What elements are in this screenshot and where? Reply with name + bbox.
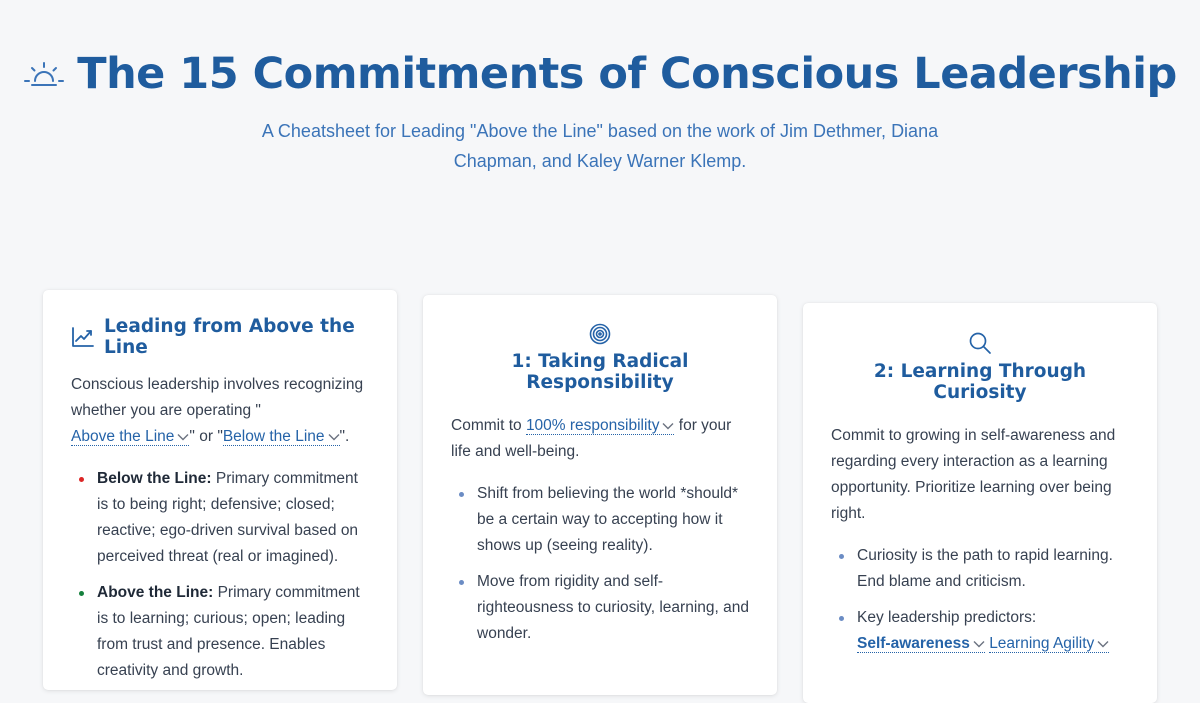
intro-text: ".	[339, 428, 350, 445]
card-title: 1: Taking Radical Responsibility	[511, 351, 689, 393]
trend-chart-icon	[71, 326, 95, 348]
item-text: Shift from believing the world *should* be a certain way to accepting how it shows up (seeing reality).	[477, 485, 739, 554]
search-icon	[968, 331, 992, 355]
chevron-down-icon	[973, 640, 985, 648]
card-above-the-line	[43, 290, 397, 690]
chevron-down-icon	[328, 433, 340, 441]
page-title: The 15 Commitments of Conscious Leadership	[77, 49, 1177, 99]
chevron-down-icon	[177, 433, 189, 441]
card-intro: Commit to growing in self-awareness and regarding every interaction as a learning opportunity. Prioritize learning over being right.	[831, 427, 1116, 522]
item-text: Primary commitment is to learning; curious; open; leading from trust and presence. Enables creativity and growth.	[97, 584, 360, 679]
item-text: Move from rigidity and self-righteousness to curiosity, learning, and wonder.	[477, 573, 749, 642]
list-item	[831, 605, 1129, 657]
item-text: Curiosity is the path to rapid learning. End blame and criticism.	[857, 547, 1113, 590]
card-header	[71, 316, 369, 358]
intro-text: Commit to	[451, 417, 526, 434]
responsibility-list	[451, 481, 749, 647]
above-bullet	[79, 591, 84, 596]
list-item	[71, 580, 369, 684]
below-bullet	[79, 477, 84, 482]
below-the-line-link[interactable]	[223, 428, 340, 446]
intro-text: for your life and well-being.	[451, 417, 732, 460]
chevron-down-icon	[662, 422, 674, 430]
chevron-down-icon	[1097, 640, 1109, 648]
bullet	[839, 554, 844, 559]
responsibility-link[interactable]	[526, 417, 675, 435]
card-title: 2: Learning Through Curiosity	[873, 361, 1087, 403]
page-subtitle: A Cheatsheet for Leading "Above the Line" based on the work of Jim Dethmer, Diana Chapman, and Kaley Warner Klemp.	[261, 121, 939, 171]
bullet	[459, 492, 464, 497]
card-intro	[451, 413, 749, 465]
link-label: 100% responsibility	[525, 417, 660, 434]
card-intro	[71, 372, 369, 450]
line-definitions-list	[71, 466, 369, 684]
link-label: Self-awareness	[857, 635, 970, 652]
card-header	[451, 323, 749, 393]
card-title: Leading from Above the Line	[104, 316, 355, 358]
list-item	[71, 466, 369, 570]
card-radical-responsibility	[423, 295, 777, 695]
list-item	[451, 481, 749, 559]
item-label: Above the Line:	[97, 584, 214, 601]
card-learning-curiosity	[803, 303, 1157, 703]
self-awareness-link[interactable]	[857, 635, 985, 653]
page-header	[0, 46, 1200, 176]
target-icon	[589, 323, 611, 345]
sunrise-icon	[23, 59, 65, 89]
link-label: Below the Line	[222, 428, 325, 445]
link-label: Above the Line	[71, 428, 175, 445]
bullet	[459, 580, 464, 585]
item-text: Primary commitment is to being right; defensive; closed; reactive; ego-driven survival based on perceived threat (real or imagined).	[97, 470, 359, 565]
list-item	[451, 569, 749, 647]
curiosity-list	[831, 543, 1129, 657]
list-item	[831, 543, 1129, 595]
title-row	[0, 46, 1200, 102]
intro-text: " or "	[189, 428, 223, 445]
bullet	[839, 616, 844, 621]
item-label: Below the Line:	[97, 470, 212, 487]
card-header	[831, 331, 1129, 403]
item-text: Key leadership predictors:	[857, 609, 1037, 626]
learning-agility-link[interactable]	[989, 635, 1109, 653]
above-the-line-link[interactable]	[71, 428, 189, 446]
link-label: Learning Agility	[989, 635, 1095, 652]
intro-text: Conscious leadership involves recognizing whether you are operating "	[71, 376, 364, 419]
